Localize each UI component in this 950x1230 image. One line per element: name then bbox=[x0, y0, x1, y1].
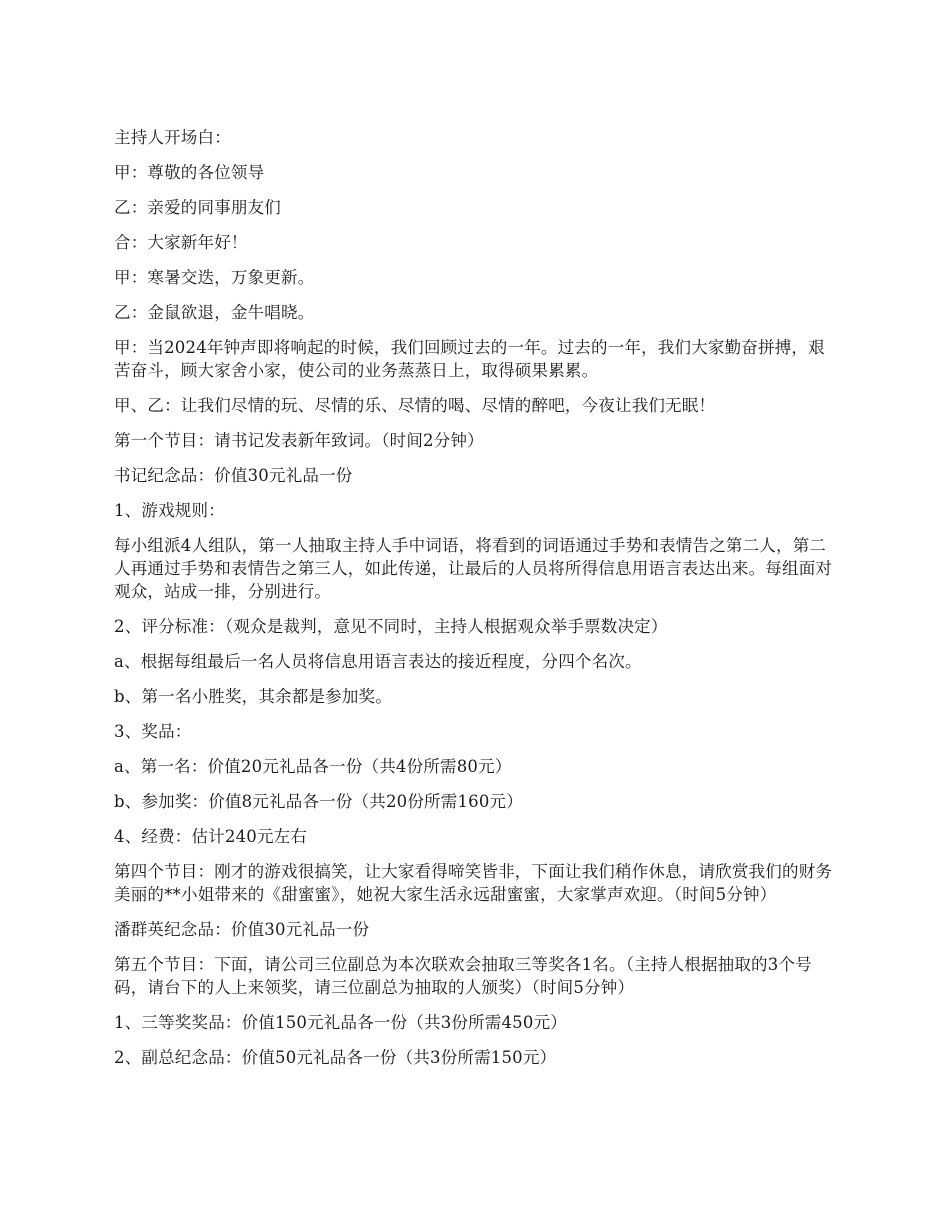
paragraph-host-a-review: 甲：当2024年钟声即将响起的时候，我们回顾过去的一年。过去的一年，我们大家勤奋拼搏，艰苦奋斗，顾大家舍小家，使公司的业务蒸蒸日上，取得硕果累累。 bbox=[114, 338, 825, 380]
paragraph-scoring-heading: 2、评分标准：（观众是裁判，意见不同时，主持人根据观众举手票数决定） bbox=[114, 617, 668, 636]
paragraph-host-b-greeting: 乙：亲爱的同事朋友们 bbox=[114, 198, 281, 217]
paragraph-performer-gift: 潘群英纪念品：价值30元礼品一份 bbox=[114, 920, 370, 939]
paragraph-third-prize: 1、三等奖奖品：价值150元礼品各一份（共3份所需450元） bbox=[114, 1013, 567, 1032]
paragraph-prize-first: a、第一名：价值20元礼品各一份（共4份所需80元） bbox=[114, 757, 512, 776]
paragraph-host-a-greeting: 甲：尊敬的各位领导 bbox=[114, 163, 265, 182]
paragraph-program-four: 第四个节目：刚才的游戏很搞笑，让大家看得啼笑皆非，下面让我们稍作休息，请欣赏我们的财务美丽的**小姐带来的《甜蜜蜜》，她祝大家生活永远甜蜜蜜，大家掌声欢迎。（时间5分钟） bbox=[114, 862, 833, 904]
paragraph-prize-participation: b、参加奖：价值8元礼品各一份（共20份所需160元） bbox=[114, 792, 523, 811]
paragraph-scoring-b: b、第一名小胜奖，其余都是参加奖。 bbox=[114, 687, 392, 706]
paragraph-host-b-line: 乙：金鼠欲退，金牛唱晓。 bbox=[114, 303, 315, 322]
paragraph-scoring-a: a、根据每组最后一名人员将信息用语言表达的接近程度，分四个名次。 bbox=[114, 652, 642, 671]
paragraph-together-greeting: 合：大家新年好！ bbox=[114, 233, 248, 252]
paragraph-hosts-together: 甲、乙：让我们尽情的玩、尽情的乐、尽情的喝、尽情的醉吧，今夜让我们无眠！ bbox=[114, 396, 716, 415]
paragraph-secretary-gift: 书记纪念品：价值30元礼品一份 bbox=[114, 466, 353, 485]
paragraph-vp-gift: 2、副总纪念品：价值50元礼品各一份（共3份所需150元） bbox=[114, 1048, 557, 1067]
paragraph-game-rules: 每小组派4人组队，第一人抽取主持人手中词语，将看到的词语通过手势和表情告之第二人，第二人再通过手势和表情告之第三人，如此传递，让最后的人员将所得信息用语言表达出来。每组面对观众，站成一排，分别进行。 bbox=[114, 536, 833, 601]
paragraph-opening-title: 主持人开场白： bbox=[114, 128, 231, 147]
paragraph-host-a-line: 甲：寒暑交迭，万象更新。 bbox=[114, 268, 315, 287]
paragraph-budget: 4、经费：估计240元左右 bbox=[114, 827, 308, 846]
paragraph-program-five: 第五个节目：下面，请公司三位副总为本次联欢会抽取三等奖各1名。（主持人根据抽取的3个号码，请台下的人上来领奖，请三位副总为抽取的人颁奖）（时间5分钟） bbox=[114, 955, 812, 997]
paragraph-prizes-heading: 3、奖品： bbox=[114, 722, 192, 741]
paragraph-game-rules-heading: 1、游戏规则： bbox=[114, 501, 225, 520]
paragraph-program-one: 第一个节目：请书记发表新年致词。（时间2分钟） bbox=[114, 431, 484, 450]
